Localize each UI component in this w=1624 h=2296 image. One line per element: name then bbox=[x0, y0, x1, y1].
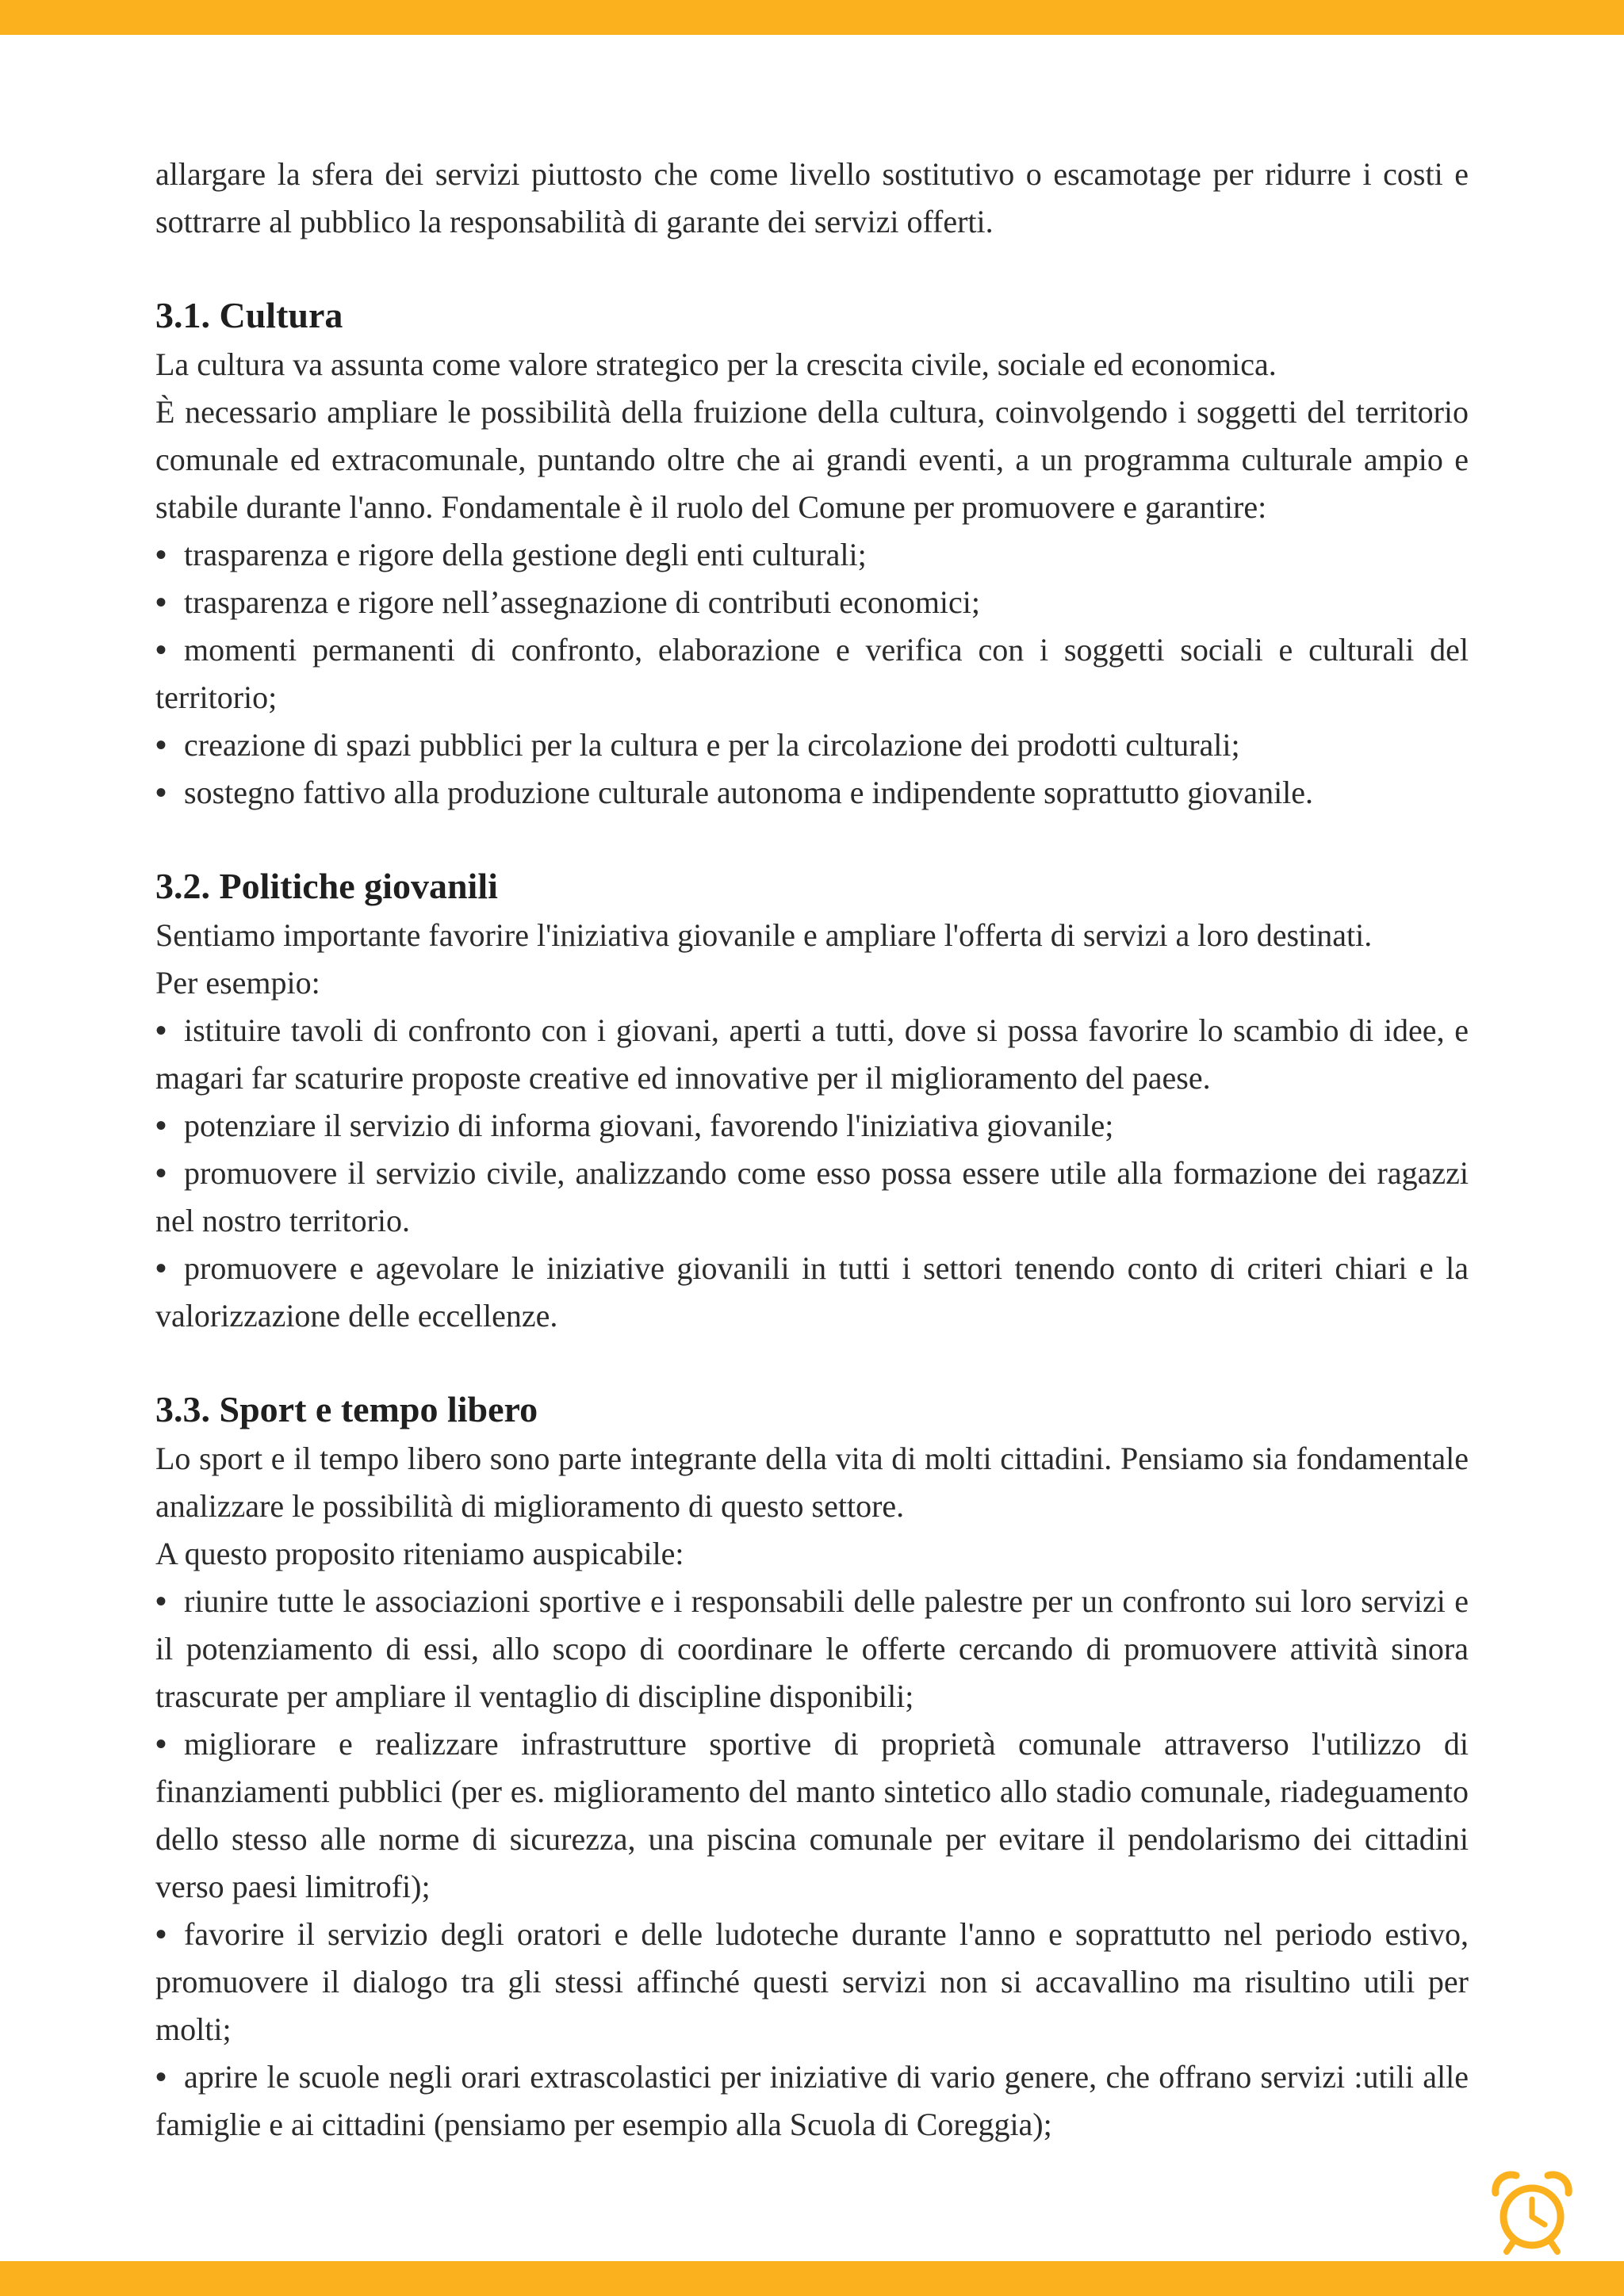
bullet-glyph: • bbox=[155, 632, 167, 668]
list-item: • istituire tavoli di confronto con i giovani, aperti a tutti, dove si possa favorire lo scambio di idee, e magari far scaturire proposte creative ed innovative per il miglioramento del paese. bbox=[155, 1007, 1469, 1102]
section-politiche-giovanili bbox=[155, 861, 1469, 1340]
list-item: • trasparenza e rigore nell’assegnazione di contributi economici; bbox=[155, 579, 1469, 626]
bullet-glyph: • bbox=[155, 537, 167, 572]
bullet-glyph: • bbox=[155, 727, 167, 763]
list-item: • promuovere e agevolare le iniziative giovanili in tutti i settori tenendo conto di criteri chiari e la valorizzazione delle eccellenze. bbox=[155, 1245, 1469, 1340]
section-title: 3.3. Sport e tempo libero bbox=[155, 1389, 538, 1429]
section-title: 3.2. Politiche giovanili bbox=[155, 866, 498, 906]
bullet-glyph: • bbox=[155, 1583, 167, 1619]
paragraph: È necessario ampliare le possibilità della fruizione della cultura, coinvolgendo i soggetti del territorio comunale ed extracomunale, puntando oltre che ai grandi eventi, a un programma culturale ampio e stabile durante l'anno. Fondamentale è il ruolo del Comune per promuovere e garantire: bbox=[155, 394, 1469, 525]
bullet-glyph: • bbox=[155, 775, 167, 810]
bullet-glyph: • bbox=[155, 1916, 167, 1952]
section-title: 3.1. Cultura bbox=[155, 295, 343, 335]
section-cultura bbox=[155, 290, 1469, 817]
list-item: • aprire le scuole negli orari extrascolastici per iniziative di vario genere, che offrano servizi :utili alle famiglie e ai cittadini (pensiamo per esempio alla Scuola di Coreggia); bbox=[155, 2053, 1469, 2149]
document-body bbox=[155, 151, 1469, 2149]
bullet-glyph: • bbox=[155, 1726, 167, 1762]
bullet-glyph: • bbox=[155, 1250, 167, 1286]
intro-paragraph: allargare la sfera dei servizi piuttosto che come livello sostitutivo o escamotage per ridurre i costi e sottrarre al pubblico la responsabilità di garante dei servizi offerti. bbox=[155, 156, 1469, 239]
bullet-list bbox=[155, 1578, 1469, 2149]
bullet-glyph: • bbox=[155, 2059, 167, 2095]
bullet-glyph: • bbox=[155, 1012, 167, 1048]
paragraph: Lo sport e il tempo libero sono parte integrante della vita di molti cittadini. Pensiamo sia fondamentale analizzare le possibilità di miglioramento di questo settore. bbox=[155, 1441, 1469, 1524]
bullet-glyph: • bbox=[155, 1108, 167, 1143]
list-item: • sostegno fattivo alla produzione culturale autonoma e indipendente soprattutto giovanile. bbox=[155, 769, 1469, 817]
list-item: • creazione di spazi pubblici per la cultura e per la circolazione dei prodotti culturali; bbox=[155, 721, 1469, 769]
bullet-list bbox=[155, 1007, 1469, 1340]
bullet-glyph: • bbox=[155, 584, 167, 620]
list-item: • promuovere il servizio civile, analizzando come esso possa essere utile alla formazione dei ragazzi nel nostro territorio. bbox=[155, 1150, 1469, 1245]
bullet-list bbox=[155, 531, 1469, 817]
paragraph: A questo proposito riteniamo auspicabile: bbox=[155, 1536, 684, 1571]
list-item: • migliorare e realizzare infrastrutture sportive di proprietà comunale attraverso l'utilizzo di finanziamenti pubblici (per es. miglioramento del manto sintetico allo stadio comunale, riadeguamento dello stesso alle norme di sicurezza, una piscina comunale per evitare il pendolarismo dei cittadini verso paesi limitrofi); bbox=[155, 1720, 1469, 1911]
list-item: • trasparenza e rigore della gestione degli enti culturali; bbox=[155, 531, 1469, 579]
list-item: • potenziare il servizio di informa giovani, favorendo l'iniziativa giovanile; bbox=[155, 1102, 1469, 1150]
alarm-clock-icon bbox=[1488, 2169, 1576, 2258]
paragraph: Sentiamo importante favorire l'iniziativa giovanile e ampliare l'offerta di servizi a loro destinati. bbox=[155, 917, 1373, 953]
paragraph: La cultura va assunta come valore strategico per la crescita civile, sociale ed economica. bbox=[155, 346, 1277, 382]
top-accent-band bbox=[0, 0, 1624, 35]
paragraph: Per esempio: bbox=[155, 965, 320, 1001]
list-item: • favorire il servizio degli oratori e delle ludoteche durante l'anno e soprattutto nel periodo estivo, promuovere il dialogo tra gli stessi affinché questi servizi non si accavallino ma risultino utili per molti; bbox=[155, 1911, 1469, 2053]
list-item: • momenti permanenti di confronto, elaborazione e verifica con i soggetti sociali e culturali del territorio; bbox=[155, 626, 1469, 721]
list-item: • riunire tutte le associazioni sportive e i responsabili delle palestre per un confronto sui loro servizi e il potenziamento di essi, allo scopo di coordinare le offerte cercando di promuovere attività sinora trascurate per ampliare il ventaglio di discipline disponibili; bbox=[155, 1578, 1469, 1720]
bottom-accent-band bbox=[0, 2261, 1624, 2296]
section-sport-tempo-libero bbox=[155, 1384, 1469, 2149]
bullet-glyph: • bbox=[155, 1155, 167, 1191]
